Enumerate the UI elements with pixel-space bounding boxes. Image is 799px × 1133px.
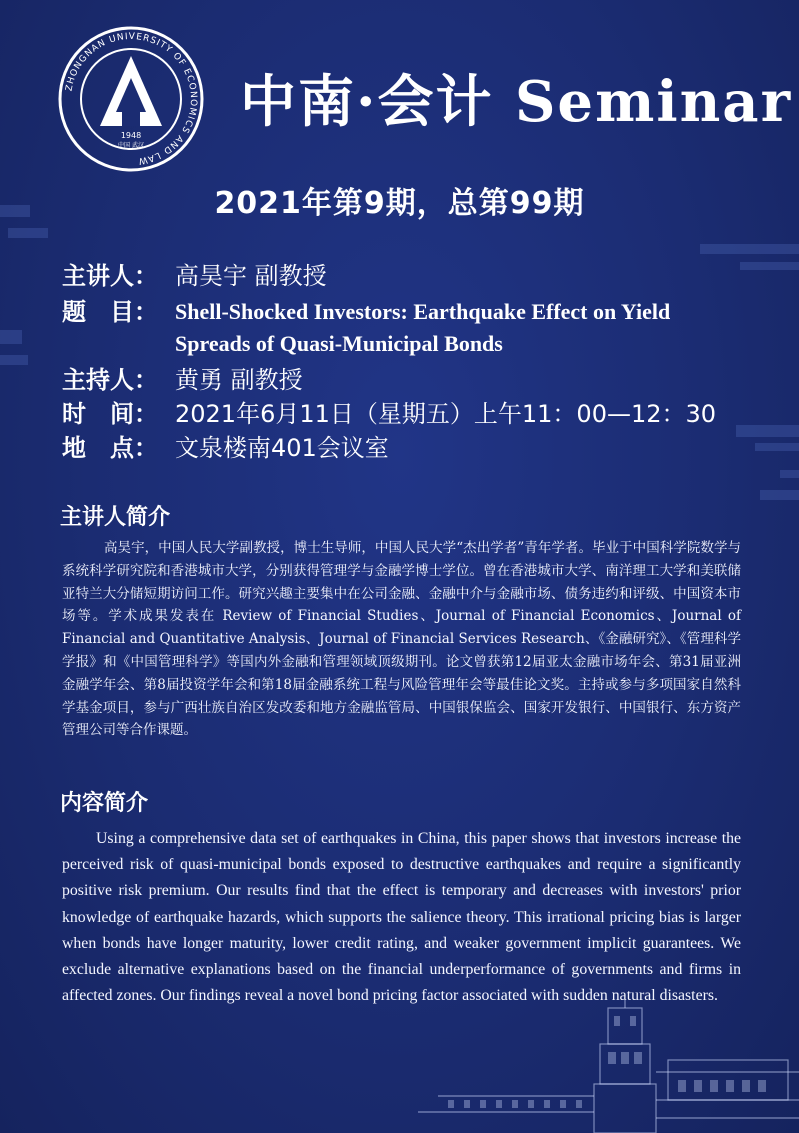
time-label: 时 间： bbox=[62, 400, 158, 428]
host-row bbox=[62, 364, 303, 396]
abstract-text: Using a comprehensive data set of earthquakes in China, this paper shows that investors increase the perceived risk of quasi-municipal bonds exposed to destructive earthquakes and require a significantly positive risk premium. Our results find that the effect is temporary and decreases with investors' prior knowledge of earthquake hazards, which supports the salience theory. This irrational pricing bias is larger when bonds have longer maturity, lower credit rating, and weaker government implicit guarantees. We exclude alternative explanations based on the financial underperformance of governments and firms in affected zones. Our findings reveal a novel bond pricing factor associated with sudden natural disasters. bbox=[62, 830, 741, 1005]
decor-bar bbox=[755, 443, 799, 451]
bio-heading: 主讲人简介 bbox=[60, 505, 171, 530]
decor-bar bbox=[740, 262, 799, 270]
speaker-label: 主讲人： bbox=[62, 262, 158, 290]
logo-year: 1948 bbox=[120, 131, 142, 140]
topic-value: Shell-Shocked Investors: Earthquake Effect on Yield Spreads of Quasi-Municipal Bonds bbox=[175, 299, 671, 356]
place-value: 文泉楼南401会议室 bbox=[175, 434, 389, 462]
decor-bar bbox=[760, 490, 799, 500]
campus-building-icon bbox=[418, 1000, 799, 1133]
host-label: 主持人： bbox=[62, 366, 158, 394]
bio-text: 高昊宇，中国人民大学副教授，博士生导师，中国人民大学“杰出学者”青年学者。毕业于中国科学院数学与系统科学研究院和香港城市大学，分别获得管理学与金融学博士学位。曾在香港城市大学、南洋理工大学和美联储亚特兰大分储短期访问工作。研究兴趣主要集中在公司金融、金融中介与金融市场、债务违约和评级、中国资本市场等。学术成果发表在 Review of Financial Studies、Journal of Financial Economics、Journal of Financial and Quantitative Analysis、Journal of Financial Services Research、《金融研究》、《管理科学学报》和《中国管理科学》等国内外金融和管理领域顶级期刊。论文曾获第12届亚太金融市场年会、第31届亚洲金融学年会、第8届投资学年会和第18届金融系统工程与风险管理年会等最佳论文奖。主持或参与多项国家自然科学基金项目，参与广西壮族自治区发改委和地方金融监管局、中国银保监会、国家开发银行、中国银行、东方资产管理公司等合作课题。 bbox=[62, 540, 741, 739]
speaker-row bbox=[62, 260, 327, 292]
place-label: 地 点： bbox=[62, 434, 158, 462]
decor-bar bbox=[700, 244, 799, 254]
decor-bar bbox=[8, 228, 48, 238]
topic-label: 题 目： bbox=[62, 298, 158, 326]
decor-bar bbox=[780, 470, 799, 478]
decor-bar bbox=[0, 355, 28, 365]
logo-city: 中国 武汉 bbox=[118, 142, 144, 149]
host-value: 黄勇 副教授 bbox=[175, 366, 303, 394]
decor-bar bbox=[736, 425, 799, 437]
logo-ring-text-en: ZHONGNAN UNIVERSITY OF ECONOMICS AND LAW bbox=[64, 31, 199, 166]
abstract-heading: 内容简介 bbox=[60, 791, 149, 816]
decor-bar bbox=[0, 330, 22, 344]
time-value: 2021年6月11日（星期五）上午11：00—12：30 bbox=[175, 400, 717, 428]
poster-title: 中南·会计 Seminar bbox=[240, 69, 793, 135]
place-row bbox=[62, 432, 389, 464]
issue-number: 2021年第9期，总第99期 bbox=[214, 186, 585, 221]
time-row bbox=[62, 398, 716, 430]
university-logo-icon bbox=[58, 26, 204, 172]
speaker-value: 高昊宇 副教授 bbox=[175, 262, 327, 290]
